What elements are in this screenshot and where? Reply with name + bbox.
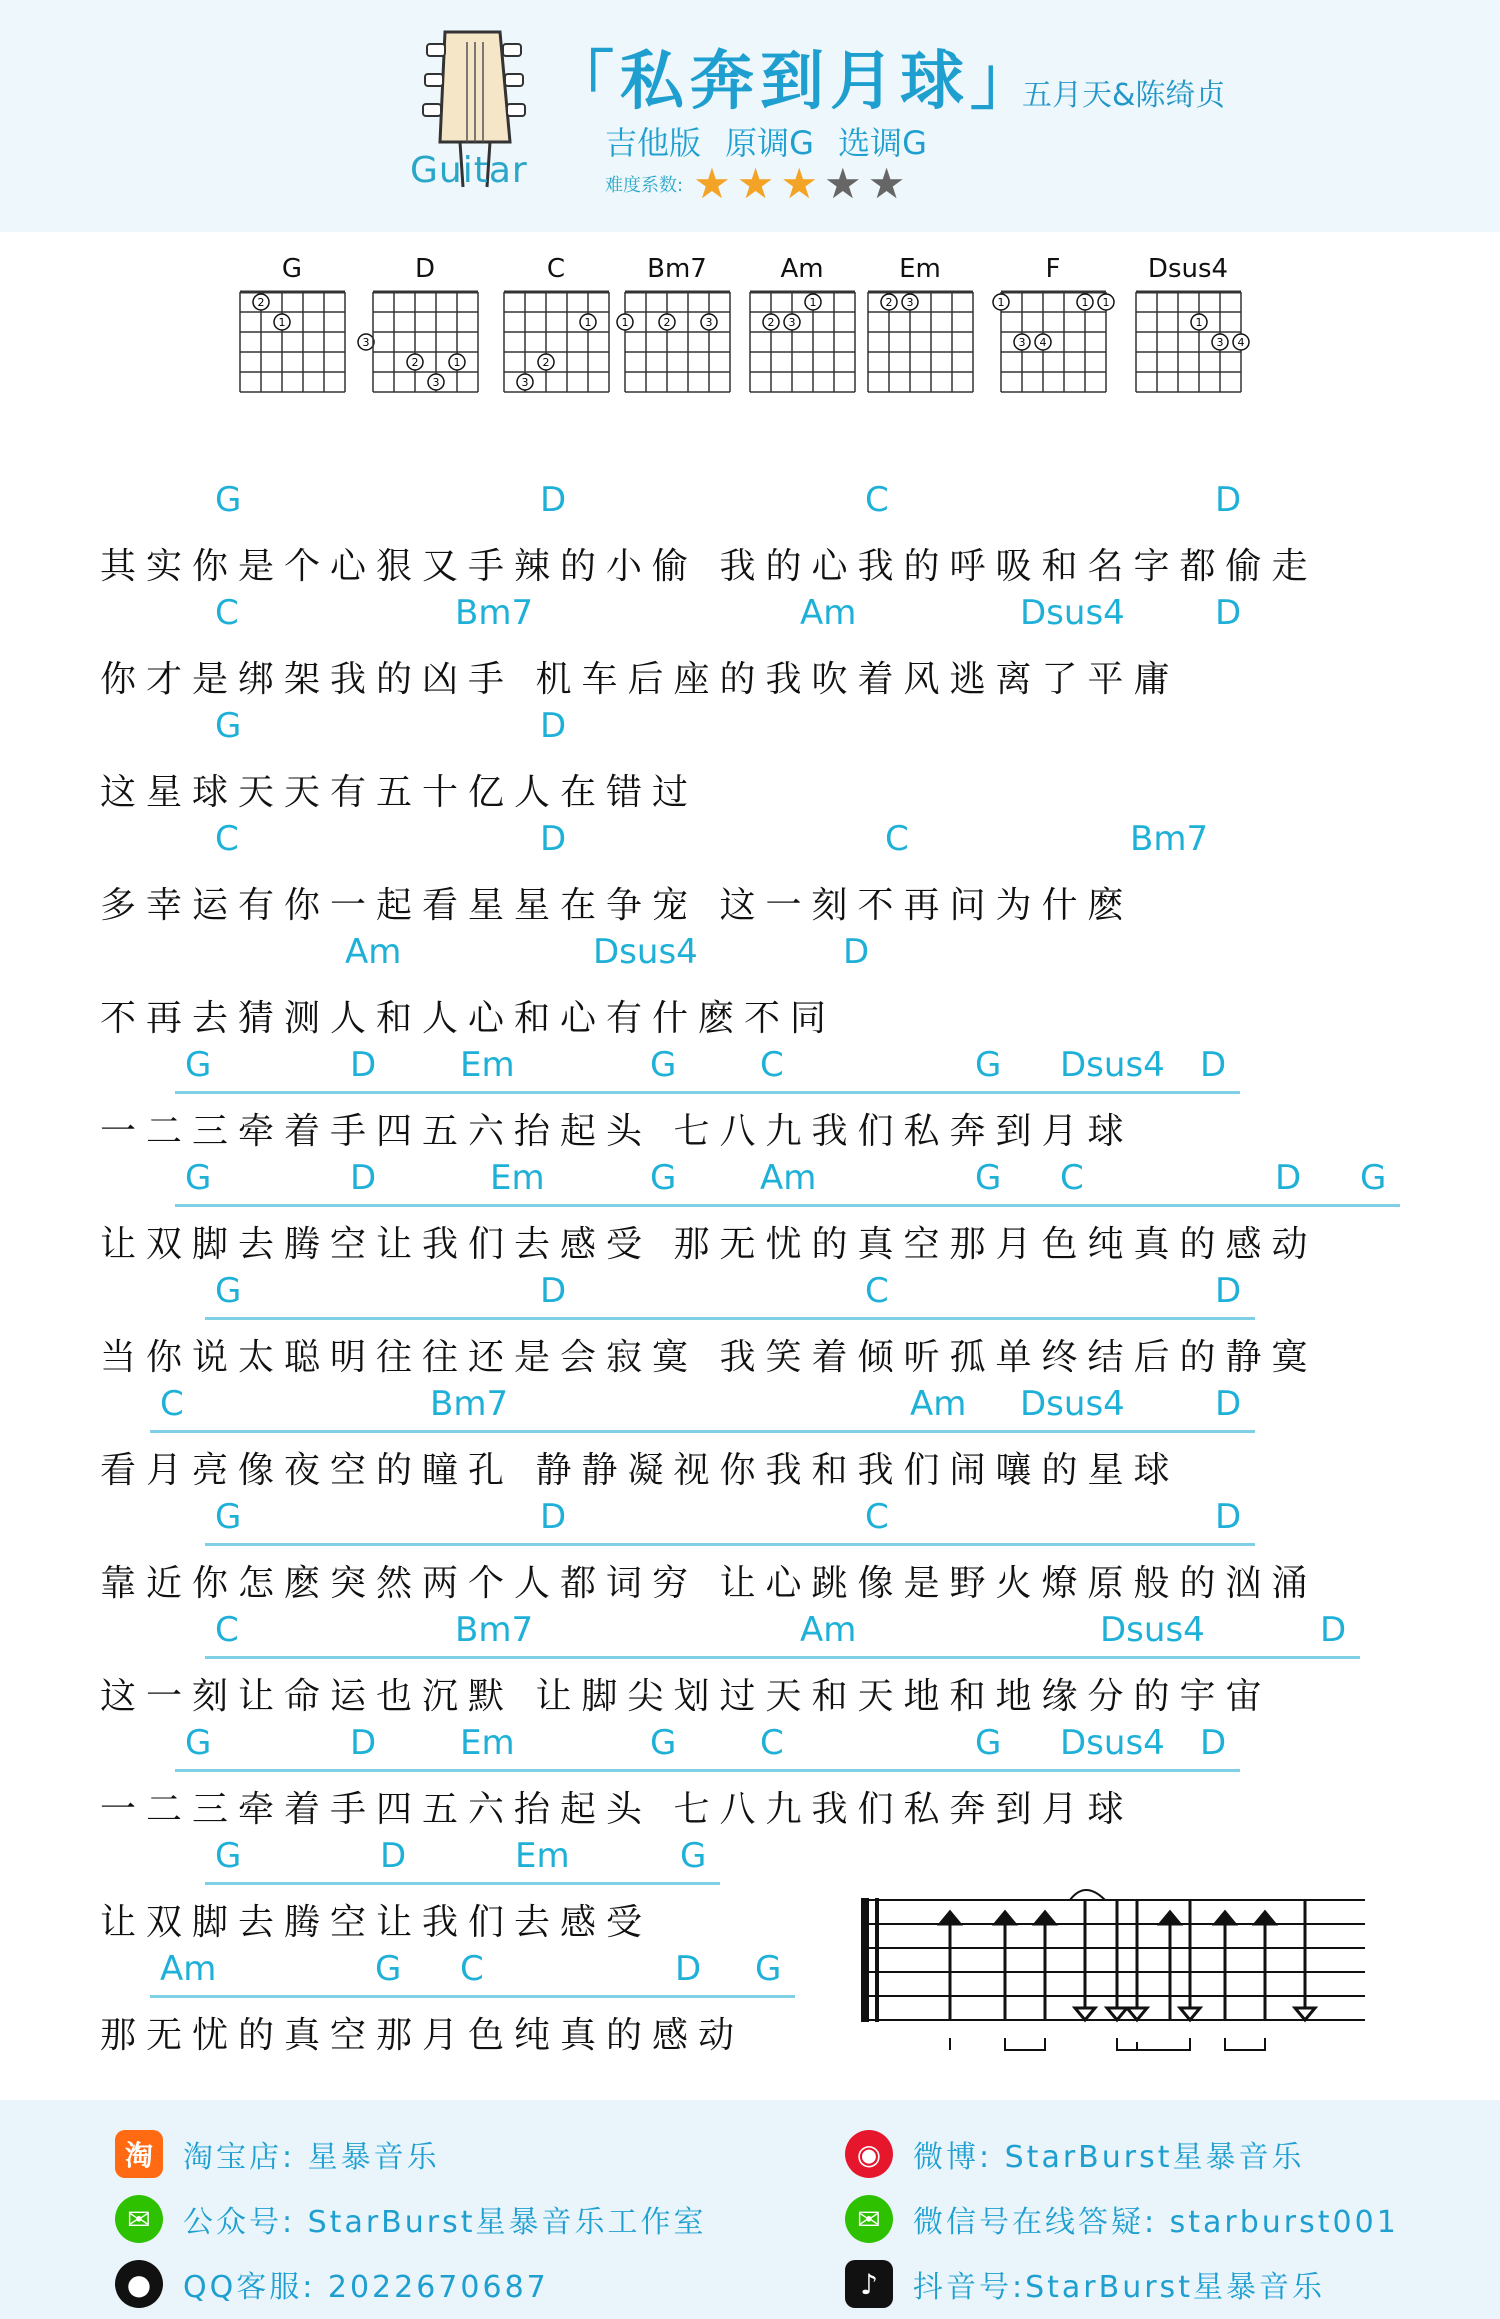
svg-text:3: 3 [362,336,370,349]
chord-row [0,706,1500,756]
measure-bar [205,1543,580,1546]
svg-text:2: 2 [663,316,671,329]
chord-label: G [185,1158,212,1198]
svg-text:2: 2 [542,356,550,369]
svg-text:2: 2 [257,296,265,309]
measure-bar [665,1995,795,1998]
chord-grid-icon [496,280,616,400]
chord-row [0,1497,1500,1547]
measure-bar [1050,1091,1240,1094]
chord-label: D [1215,1497,1242,1537]
chord-label: D [540,819,567,859]
lyric-line [0,1158,1500,1271]
chord-label: D [1200,1045,1227,1085]
wechat-public-text: 公众号: StarBurst星暴音乐工作室 [183,2205,707,2240]
chord-label: Am [800,593,857,633]
lyric-text: 一二三牵着手四五六抬起头 七八九我们私奔到月球 [100,1111,1134,1152]
measure-bar [1010,1430,1255,1433]
chord-label: G [650,1723,677,1763]
chord-label: G [1360,1158,1387,1198]
lyric-line [0,932,1500,1045]
star-rating [693,159,911,208]
chord-row [0,932,1500,982]
chord-label: C [865,480,889,520]
chord-label: G [650,1045,677,1085]
chord-label: D [540,1497,567,1537]
chord-label: D [1215,1271,1242,1311]
taobao-info [115,2130,440,2178]
measure-bar [530,1543,905,1546]
svg-text:1: 1 [278,316,286,329]
measure-bar [205,1317,580,1320]
lyric-text: 一二三牵着手四五六抬起头 七八九我们私奔到月球 [100,1789,1134,1830]
chord-label: D [540,1271,567,1311]
chord-label: Dsus4 [1060,1723,1165,1763]
svg-text:2: 2 [411,356,419,369]
song-title: 「私奔到月球」 [550,45,1040,119]
chord-label: C [215,819,239,859]
chord-label: Am [345,932,402,972]
qq-info [115,2260,549,2308]
chord-label: Am [760,1158,817,1198]
chord-label: G [680,1836,707,1876]
measure-bar [505,1882,720,1885]
lyric-line [0,1497,1500,1610]
measure-bar [1090,1656,1360,1659]
weibo-text: 微博: StarBurst星暴音乐 [913,2140,1305,2175]
chord-label: Am [800,1610,857,1650]
qq-text: QQ客服: 2022670687 [183,2270,549,2305]
chord-label: Dsus4 [1060,1045,1165,1085]
strum-pattern-icon [855,1880,1375,2060]
svg-text:1: 1 [809,296,817,309]
measure-bar [420,1430,950,1433]
lyric-line [0,1723,1500,1836]
wechat-icon: ✉ [845,2195,893,2243]
chord-label: D [1200,1723,1227,1763]
measure-bar [1265,1204,1400,1207]
svg-text:1: 1 [621,316,629,329]
weibo-info [845,2130,1305,2178]
chord-label: Bm7 [455,593,534,633]
chord-label: D [1320,1610,1347,1650]
wechat-public-info [115,2195,707,2243]
svg-text:3: 3 [1216,336,1224,349]
svg-text:3: 3 [1018,336,1026,349]
lyric-line [0,1271,1500,1384]
chord-label: D [350,1045,377,1085]
douyin-text: 抖音号:StarBurst星暴音乐 [913,2270,1325,2305]
svg-text:3: 3 [705,316,713,329]
chord-label: C [885,819,909,859]
difficulty-label: 难度系数: [605,175,684,196]
douyin-icon: ♪ [845,2260,893,2308]
chord-label: G [975,1158,1002,1198]
chord-label: D [1215,1384,1242,1424]
svg-text:1: 1 [1081,296,1089,309]
svg-text:3: 3 [906,296,914,309]
chord-name: Am [780,254,824,284]
chord-grid-icon [993,280,1113,400]
svg-text:1: 1 [584,316,592,329]
chord-grid-icon [232,280,370,400]
chord-label: Am [160,1949,217,1989]
chord-diagrams [0,250,1500,450]
chord-label: Dsus4 [1020,593,1125,633]
chord-label: Bm7 [455,1610,534,1650]
chord-label: G [215,1836,242,1876]
chord-label: G [215,1271,242,1311]
star-icon: ★ [867,159,906,208]
chord-label: D [1275,1158,1302,1198]
lyric-text: 看月亮像夜空的瞳孔 静静凝视你我和我们闹嚷的星球 [100,1450,1180,1491]
lyric-line [0,480,1500,593]
chord-diagram-bm7 [617,250,737,440]
chord-label: Bm7 [1130,819,1209,859]
chord-label: G [185,1723,212,1763]
chord-row [0,480,1500,530]
measure-bar [855,1317,1255,1320]
chord-label: C [865,1271,889,1311]
lyric-text: 你才是绑架我的凶手 机车后座的我吹着风逃离了平庸 [100,659,1180,700]
svg-text:2: 2 [767,316,775,329]
chord-label: C [760,1723,784,1763]
lyric-text: 不再去猜测人和人心和心有什麽不同 [100,998,837,1039]
lyric-line [0,819,1500,932]
lyric-text: 让双脚去腾空让我们去感受 那无忧的真空那月色纯真的感动 [100,1224,1318,1265]
chord-name: G [281,254,303,284]
chord-label: D [350,1723,377,1763]
lyric-text: 靠近你怎麽突然两个人都词穷 让心跳像是野火燎原般的汹涌 [100,1563,1318,1604]
chord-label: D [675,1949,702,1989]
chord-label: C [215,1610,239,1650]
lyric-line [0,1384,1500,1497]
chord-label: D [540,706,567,746]
lyric-line [0,1045,1500,1158]
chord-label: G [650,1158,677,1198]
lyric-text: 这星球天天有五十亿人在错过 [100,772,699,813]
chord-label: Em [490,1158,545,1198]
chord-name: Em [899,254,941,284]
douyin-info [845,2260,1325,2308]
chord-grid-icon [617,280,737,400]
chord-row [0,1045,1500,1095]
chord-label: G [975,1723,1002,1763]
chord-row [0,819,1500,869]
measure-bar [855,1543,1255,1546]
chord-row [0,1158,1500,1208]
chord-diagram-em [860,250,980,440]
chord-label: Dsus4 [1020,1384,1125,1424]
chord-row [0,1836,1500,1886]
star-icon: ★ [693,159,731,208]
chord-name: F [1045,254,1061,284]
artist-name: 五月天&陈绮贞 [1022,78,1226,113]
chord-name: C [546,254,566,284]
chord-label: C [1060,1158,1084,1198]
chord-label: Dsus4 [593,932,698,972]
chord-row [0,1384,1500,1434]
taobao-text: 淘宝店: 星暴音乐 [183,2140,440,2175]
chord-name: Dsus4 [1147,254,1229,284]
measure-bar [1050,1769,1240,1772]
chord-label: D [380,1836,407,1876]
wechat-icon: ✉ [115,2195,163,2243]
svg-text:4: 4 [1039,336,1047,349]
lyric-line [0,593,1500,706]
chord-row [0,1723,1500,1773]
chord-label: C [760,1045,784,1085]
svg-text:3: 3 [521,376,529,389]
chord-diagram-d [362,250,485,440]
chord-label: D [1215,480,1242,520]
chord-label: Em [515,1836,570,1876]
lyric-line [0,706,1500,819]
chord-label: G [375,1949,402,1989]
chord-name: D [414,254,436,284]
chord-label: Am [910,1384,967,1424]
chord-label: Bm7 [430,1384,509,1424]
chord-diagram-am [742,250,862,440]
svg-text:4: 4 [1237,336,1245,349]
chord-label: D [1215,593,1242,633]
svg-text:1: 1 [997,296,1005,309]
chord-label: C [865,1497,889,1537]
svg-text:2: 2 [885,296,893,309]
chord-diagram-dsus4 [1128,250,1248,440]
chord-label: Em [460,1723,515,1763]
wechat-qa-info [845,2195,1399,2243]
chord-label: G [755,1949,782,1989]
chord-label: G [215,706,242,746]
svg-text:3: 3 [788,316,796,329]
wechat-qa-text: 微信号在线答疑: starburst001 [913,2205,1399,2240]
svg-text:1: 1 [1195,316,1203,329]
measure-bar [790,1656,1140,1659]
chord-diagram-f [993,250,1113,440]
svg-text:1: 1 [1102,296,1110,309]
chord-label: D [540,480,567,520]
chord-row [0,1271,1500,1321]
measure-bar [530,1317,905,1320]
lyric-text: 这一刻让命运也沉默 让脚尖划过天和天地和地缘分的宇宙 [100,1676,1272,1717]
chord-label: G [185,1045,212,1085]
chord-label: G [975,1045,1002,1085]
chord-label: Em [460,1045,515,1085]
chord-label: C [460,1949,484,1989]
guitar-label: Guitar [410,150,528,191]
chord-name: Bm7 [647,254,707,284]
measure-bar [445,1656,840,1659]
chord-label: G [215,1497,242,1537]
chord-label: C [160,1384,184,1424]
star-icon: ★ [780,159,819,208]
header [0,0,1500,232]
svg-text:3: 3 [432,376,440,389]
lyric-text: 多幸运有你一起看星星在争宠 这一刻不再问为什麽 [100,885,1134,926]
chord-label: Dsus4 [1100,1610,1205,1650]
chord-label: G [215,480,242,520]
star-icon: ★ [824,159,862,208]
chord-diagram-c [496,250,616,440]
star-icon: ★ [736,159,775,208]
chord-row [0,593,1500,643]
lyric-text: 其实你是个心狠又手辣的小偷 我的心我的呼吸和名字都偷走 [100,546,1318,587]
qq-penguin-icon: ● [115,2260,163,2308]
lyric-text: 那无忧的真空那月色纯真的感动 [100,2015,745,2056]
chord-label: D [843,932,870,972]
footer [0,2100,1500,2319]
chord-diagram-g [232,250,370,440]
weibo-icon: ◉ [845,2130,893,2178]
svg-text:1: 1 [453,356,461,369]
lyric-line [0,1610,1500,1723]
chord-label: C [215,593,239,633]
taobao-icon: 淘 [115,2130,163,2178]
key-info: 吉他版 原调G 选调G [605,124,927,162]
chord-grid-icon [860,280,980,400]
chord-grid-icon [1128,280,1248,400]
chord-grid-icon [742,280,862,400]
difficulty-rating [605,159,911,208]
chord-label: D [350,1158,377,1198]
lyric-text: 让双脚去腾空让我们去感受 [100,1902,653,1943]
chord-grid-icon [362,280,485,400]
chord-row [0,1610,1500,1660]
lyric-text: 当你说太聪明往往还是会寂寞 我笑着倾听孤单终结后的静寞 [100,1337,1318,1378]
